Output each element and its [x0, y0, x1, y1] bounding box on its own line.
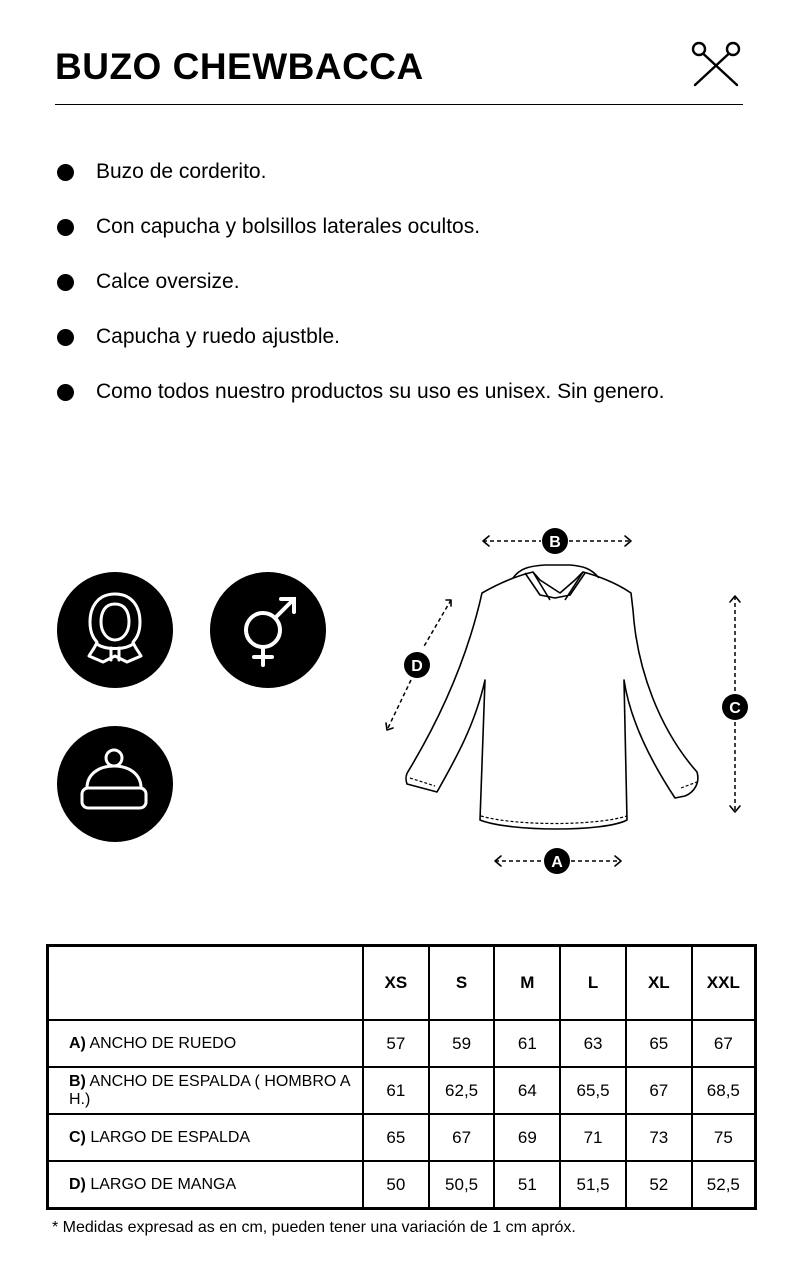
label-b: B [549, 534, 561, 551]
table-cell: 52 [626, 1161, 692, 1209]
feature-text: Buzo de corderito. [96, 160, 267, 183]
size-header: XL [626, 946, 692, 1021]
footnote: * Medidas expresad as en cm, pueden tener una variación de 1 cm apróx. [52, 1219, 576, 1236]
table-cell: 59 [429, 1020, 495, 1067]
table-cell: 50,5 [429, 1161, 495, 1209]
table-cell: 67 [429, 1114, 495, 1161]
table-cell: 73 [626, 1114, 692, 1161]
bullet-icon [57, 219, 74, 236]
scissors-icon [690, 40, 742, 88]
row-label [48, 1114, 363, 1161]
bullet-icon [57, 384, 74, 401]
unisex-icon [210, 572, 326, 688]
hoodie-diagram [375, 520, 775, 890]
table-row [48, 1020, 756, 1067]
row-name: LARGO DE ESPALDA [90, 1128, 251, 1146]
table-cell: 75 [692, 1114, 756, 1161]
row-name: ANCHO DE ESPALDA ( HOMBRO A H.) [69, 1072, 350, 1108]
label-c: C [729, 700, 741, 717]
title-divider [55, 104, 743, 105]
table-cell: 51,5 [560, 1161, 626, 1209]
bullet-icon [57, 329, 74, 346]
table-cell: 65,5 [560, 1067, 626, 1114]
table-row [48, 1114, 756, 1161]
table-cell: 61 [363, 1067, 429, 1114]
label-b-marker [542, 528, 568, 554]
table-row [48, 1161, 756, 1209]
table-header-empty [48, 946, 363, 1021]
table-cell: 52,5 [692, 1161, 756, 1209]
table-cell: 65 [363, 1114, 429, 1161]
list-item [57, 155, 665, 210]
feature-text: Calce oversize. [96, 270, 240, 293]
row-letter: B) [69, 1072, 86, 1090]
table-cell: 62,5 [429, 1067, 495, 1114]
row-letter: D) [69, 1175, 86, 1193]
table-cell: 71 [560, 1114, 626, 1161]
size-header: M [494, 946, 560, 1021]
table-cell: 65 [626, 1020, 692, 1067]
feature-text: Como todos nuestro productos su uso es unisex. Sin genero. [96, 380, 665, 403]
table-header-row [48, 946, 756, 1021]
list-item [57, 210, 665, 265]
row-name: ANCHO DE RUEDO [89, 1034, 237, 1052]
label-d-marker [404, 652, 430, 678]
row-letter: A) [69, 1034, 86, 1052]
row-label [48, 1067, 363, 1114]
table-cell: 67 [626, 1067, 692, 1114]
table-row [48, 1067, 756, 1114]
feature-text: Con capucha y bolsillos laterales ocultos. [96, 215, 481, 238]
table-cell: 63 [560, 1020, 626, 1067]
table-cell: 68,5 [692, 1067, 756, 1114]
table-cell: 64 [494, 1067, 560, 1114]
list-item [57, 320, 665, 375]
feature-list [57, 155, 665, 430]
label-d: D [411, 658, 423, 675]
table-cell: 51 [494, 1161, 560, 1209]
table-cell: 57 [363, 1020, 429, 1067]
size-header: XXL [692, 946, 756, 1021]
feature-text: Capucha y ruedo ajustble. [96, 325, 340, 348]
table-cell: 50 [363, 1161, 429, 1209]
bullet-icon [57, 274, 74, 291]
table-cell: 67 [692, 1020, 756, 1067]
label-a: A [551, 854, 563, 871]
row-label [48, 1020, 363, 1067]
list-item [57, 375, 665, 430]
label-a-marker [544, 848, 570, 874]
table-cell: 61 [494, 1020, 560, 1067]
row-name: LARGO DE MANGA [90, 1175, 237, 1193]
page-title: BUZO CHEWBACCA [55, 46, 424, 87]
size-header: L [560, 946, 626, 1021]
beanie-icon [57, 726, 173, 842]
size-header: XS [363, 946, 429, 1021]
hoodie-outline [406, 572, 698, 829]
table-cell: 69 [494, 1114, 560, 1161]
row-letter: C) [69, 1128, 86, 1146]
label-c-marker [722, 694, 748, 720]
bullet-icon [57, 164, 74, 181]
row-label [48, 1161, 363, 1209]
list-item [57, 265, 665, 320]
size-table [46, 944, 757, 1210]
size-header: S [429, 946, 495, 1021]
hood-icon [57, 572, 173, 688]
